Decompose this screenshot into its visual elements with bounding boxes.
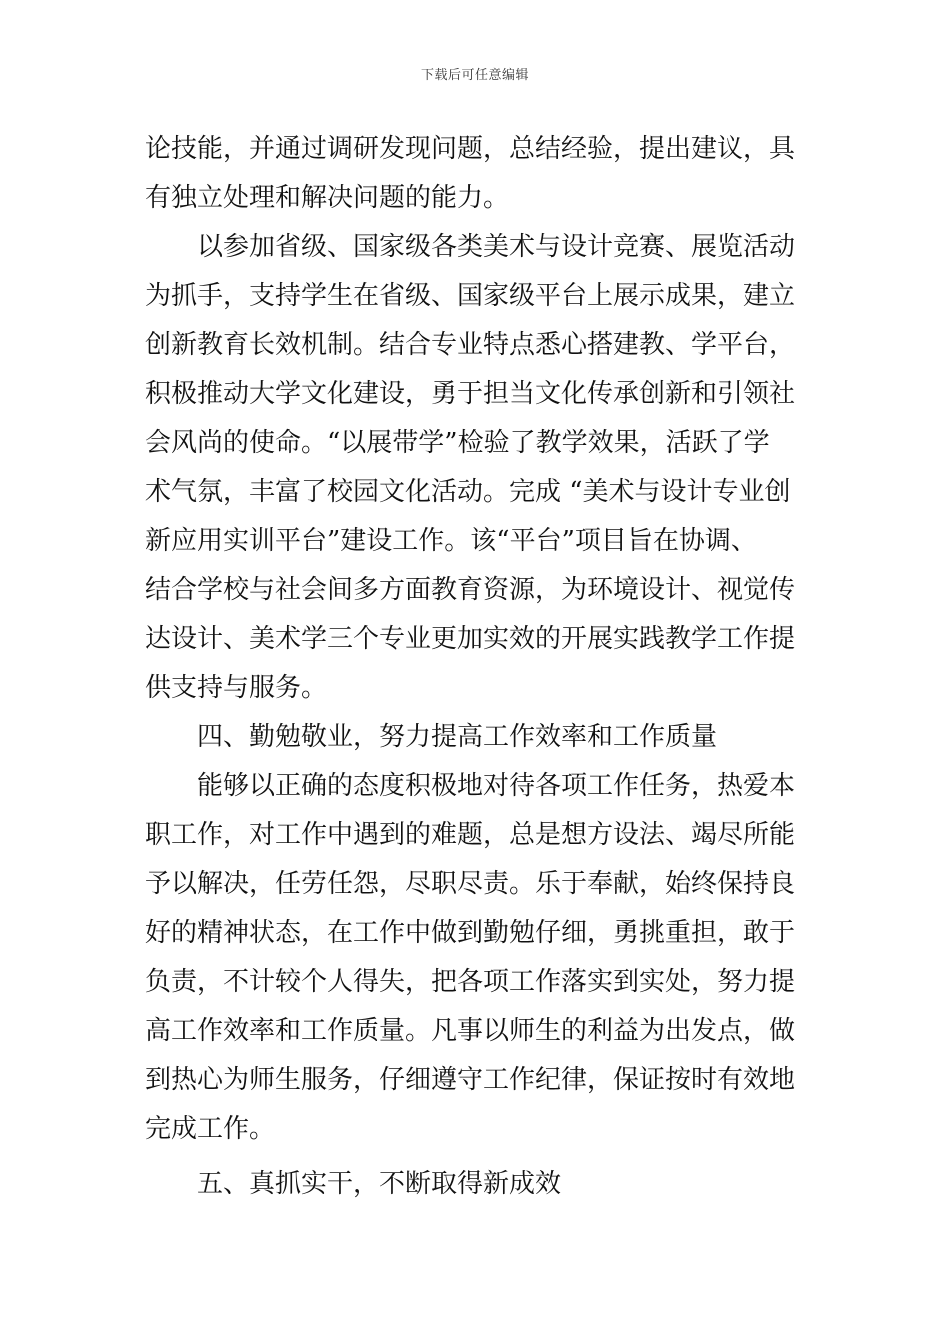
page-header: 下载后可任意编辑 — [420, 68, 529, 83]
text-line: 予以解决，任劳任怨，尽职尽责。乐于奉献，始终保持良 — [145, 869, 796, 899]
paragraph-start: 以参加省级、国家级各类美术与设计竞赛、展览活动 — [197, 232, 796, 262]
text-line: 为抓手，支持学生在省级、国家级平台上展示成果，建立 — [145, 281, 796, 311]
text-line: 术气氛，丰富了校园文化活动。完成 “美术与设计专业创 — [145, 477, 791, 507]
text-line: 职工作，对工作中遇到的难题，总是想方设法、竭尽所能 — [145, 820, 796, 850]
text-line: 论技能，并通过调研发现问题，总结经验，提出建议，具 — [145, 134, 796, 164]
text-line: 会风尚的使命。“以展带学”检验了教学效果，活跃了学 — [145, 428, 770, 458]
text-line: 高工作效率和工作质量。凡事以师生的利益为出发点，做 — [145, 1016, 796, 1046]
text-line: 有独立处理和解决问题的能力。 — [145, 183, 510, 213]
document-body — [145, 125, 810, 1209]
text-line: 负责，不计较个人得失，把各项工作落实到实处，努力提 — [145, 967, 796, 997]
paragraph-start: 能够以正确的态度积极地对待各项工作任务，热爱本 — [197, 771, 796, 801]
text-line: 新应用实训平台”建设工作。该“平台”项目旨在协调、 — [145, 526, 757, 556]
section-heading-four: 四、勤勉敬业，努力提高工作效率和工作质量 — [197, 722, 718, 752]
text-line: 供支持与服务。 — [145, 673, 328, 703]
text-line: 达设计、美术学三个专业更加实效的开展实践教学工作提 — [145, 624, 796, 654]
text-line: 积极推动大学文化建设，勇于担当文化传承创新和引领社 — [145, 379, 796, 409]
section-heading-five: 五、真抓实干，不断取得新成效 — [197, 1169, 562, 1199]
text-line: 到热心为师生服务，仔细遵守工作纪律，保证按时有效地 — [145, 1065, 796, 1095]
text-line: 创新教育长效机制。结合专业特点悉心搭建教、学平台， — [145, 330, 796, 360]
text-line: 完成工作。 — [145, 1114, 276, 1144]
text-line: 好的精神状态，在工作中做到勤勉仔细，勇挑重担，敢于 — [145, 918, 796, 948]
text-line: 结合学校与社会间多方面教育资源，为环境设计、视觉传 — [145, 575, 796, 605]
